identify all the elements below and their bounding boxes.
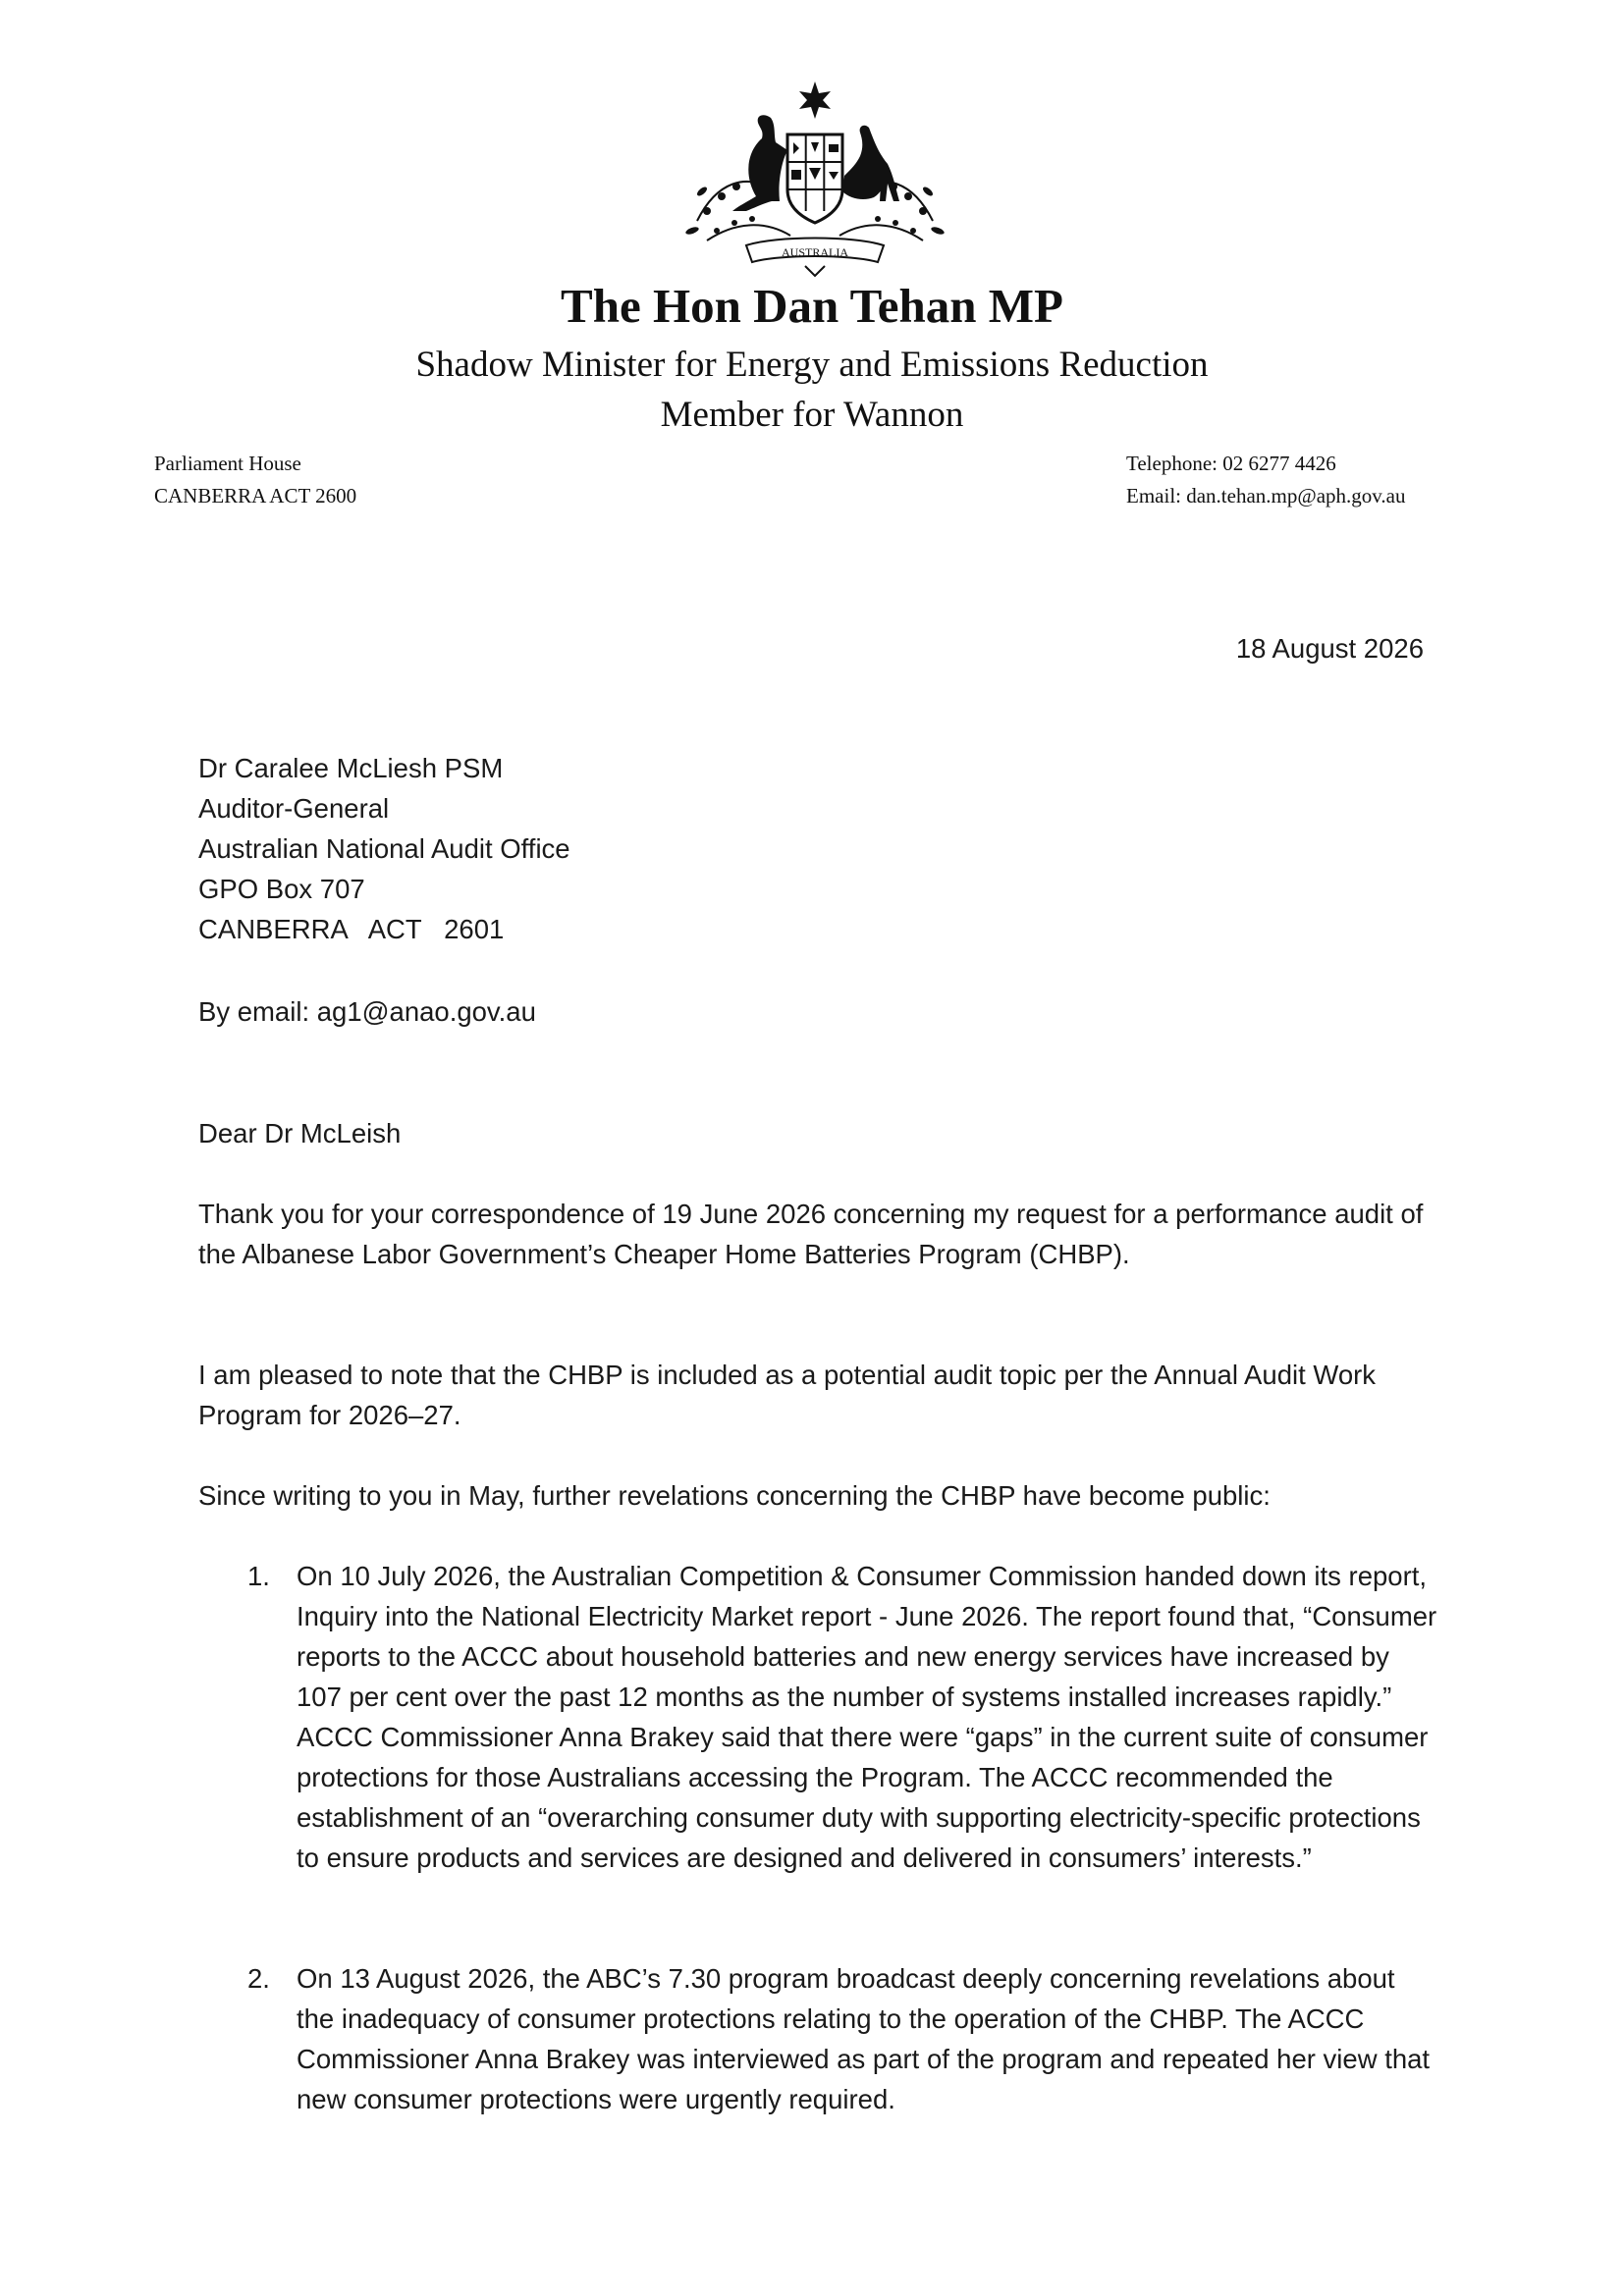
list-item-number: 1. <box>247 1561 270 1591</box>
recipient-line: Dr Caralee McLiesh PSM <box>198 753 504 783</box>
body-paragraph: I am pleased to note that the CHBP is included as a potential audit topic per the Annual Audit Work Program for 2026–27. <box>198 1360 1377 1430</box>
body-paragraph: Thank you for your correspondence of 19 June 2026 concerning my request for a performance audit of the Albanese Labor Government’s Cheaper Home Batteries Program (CHBP). <box>198 1199 1424 1269</box>
member-role: Shadow Minister for Energy and Emissions Reduction <box>415 345 1209 385</box>
recipient-line: Australian National Audit Office <box>198 833 570 864</box>
list-item <box>198 1958 1437 2119</box>
sender-address-line: CANBERRA ACT 2600 <box>154 484 357 507</box>
sender-address-line: Parliament House <box>154 452 301 475</box>
recipient-line: CANBERRA ACT 2601 <box>198 914 505 944</box>
body-paragraph: Since writing to you in May, further revelations concerning the CHBP have become public: <box>198 1480 1271 1511</box>
crest-banner-text: AUSTRALIA <box>782 245 848 259</box>
member-seat: Member for Wannon <box>660 395 964 435</box>
list-item-text: On 10 July 2026, the Australian Competition & Consumer Commission handed down its report, Inquiry into the National Electricity Market report - June 2026. The report found that, “Consumer reports to the ACCC about household batteries and new energy services have increased by 107 per cent over the past 12 months as the number of systems installed increases rapidly.” ACCC Commissioner Anna Brakey said that there were “gaps” in the current suite of consumer protections for those Australians accessing the Program. The ACCC recommended the establishment of an “overarching consumer duty with supporting electricity-specific protections to ensure products and services are designed and delivered in consumers’ interests.” <box>297 1561 1437 1873</box>
sender-address <box>154 448 356 512</box>
sender-telephone: Telephone: 02 6277 4426 <box>1126 452 1336 475</box>
list-item-number: 2. <box>247 1963 270 1994</box>
by-email-line: By email: ag1@anao.gov.au <box>198 996 536 1027</box>
australian-coat-of-arms-icon <box>677 74 952 285</box>
list-item-text: On 13 August 2026, the ABC’s 7.30 program broadcast deeply concerning revelations about the inadequacy of consumer protections relating to the operation of the CHBP. The ACCC Commissioner Anna Brakey was interviewed as part of the program and repeated her view that new consumer protections were urgently required. <box>297 1963 1431 2114</box>
sender-email: Email: dan.tehan.mp@aph.gov.au <box>1126 484 1406 507</box>
recipient-line: GPO Box 707 <box>198 874 365 904</box>
recipient-address <box>198 748 570 949</box>
letter-date: 18 August 2026 <box>1235 633 1424 664</box>
member-name: The Hon Dan Tehan MP <box>561 279 1063 333</box>
list-item <box>198 1556 1437 1878</box>
recipient-line: Auditor-General <box>198 793 390 824</box>
salutation: Dear Dr McLeish <box>198 1118 402 1148</box>
sender-contact <box>1126 448 1405 512</box>
